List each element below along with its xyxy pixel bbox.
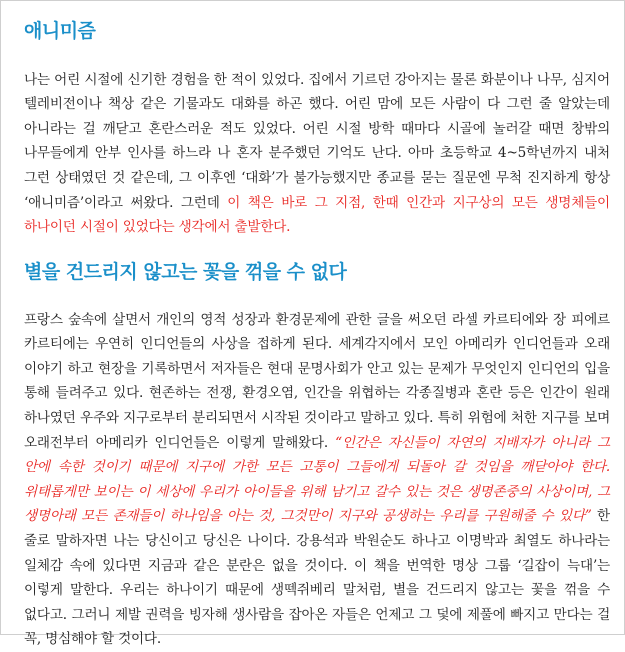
section-paragraph-animism: [24, 68, 610, 240]
paragraph-text: 나는 어린 시절에 신기한 경험을 한 적이 있었다. 집에서 기르던 강아지는 물론 화분이나 나무, 심지어 텔레비전이나 책상 같은 기물과도 대화를 하곤 했다. 어린 맘에 모든 사람이 다 그런 줄 알았는데 아니라는 걸 깨닫고 혼란스러운 적도 있었다. 어린 시절 방학 때마다 시골에 놀러갈 때면 창밖의 나무들에게 안부 인사를 하느라 나 혼자 분주했던 기억도 난다. 아마 초등학교 4~5학년까지 내처 그런 상태였던 것 같은데, 그 이후엔 ‘대화’가 불가능했지만 종교를 묻는 질문엔 무척 진지하게 항상 ‘애니미즘’이라고 써왔다. 그런데: [24, 71, 610, 211]
paragraph-text: 프랑스 숲속에 살면서 개인의 영적 성장과 환경문제에 관한 글을 써오던 라셀 카르티에와 장 피에르 카르티에는 우연히 인디언들의 사상을 접하게 된다. 세계각지에서 모인 아메리카 인디언들과 오래 이야기 하고 현장을 기록하면서 저자들은 현대 문명사회가 안고 있는 문제가 무엇인지 인디언의 입을 통해 들려주고 있다. 현존하는 전쟁, 환경오염, 인간을 위협하는 각종질병과 혼란 등은 인간이 원래 하나였던 우주와 지구로부터 분리되면서 시작된 것이라고 말하고 있다. 특히 위험에 처한 지구를 보며 오래전부터 아메리카 인디언들은 이렇게 말해왔다.: [24, 311, 610, 451]
highlighted-text: 이 책은 바로 그 지점, 한때 인간과 지구상의 모든 생명체들이 하나이던 시절이 있었다는 생각에서 출발한다.: [24, 194, 610, 236]
paragraph-text: 한 줄로 말하자면 나는 당신이고 당신은 나이다. 강용석과 박원순도 하나고 이명박과 최열도 하나라는 일체감 속에 있다면 지금과 같은 분란은 없을 것이다. 이 책을 번역한 명상 그룹 ‘길잡이 늑대’는 이렇게 말한다. 우리는 하나이기 때문에 생떽쥐베리 말처럼, 별을 건드리지 않고는 꽃을 꺾을 수 없다고. 그러니 제발 권력을 빙자해 생사람을 잡아온 자들은 언제고 그 덫에 제풀에 빠지고 만다는 걸 꼭, 명심해야 할 것이다.: [24, 508, 610, 648]
section-title-animism: 애니미즘: [24, 20, 96, 42]
section-paragraph-star-flower: [24, 308, 610, 652]
section-title-star-flower: 별을 건드리지 않고는 꽃을 꺾을 수 없다: [24, 261, 347, 283]
quote-text: “인간은 자신들이 자연의 지배자가 아니라 그 안에 속한 것이기 때문에 지구에 가한 모든 고통이 그들에게 되돌아 갈 것임을 깨닫아야 한다. 위태롭게만 보이는 이 세상에 우리가 아이들을 위해 남기고 갈수 있는 것은 생명존중의 사상이며, 그 생명아래 모든 존재들이 하나임을 아는 것, 그것만이 지구와 공생하는 우리를 구원해줄 수 있다”: [24, 434, 610, 525]
